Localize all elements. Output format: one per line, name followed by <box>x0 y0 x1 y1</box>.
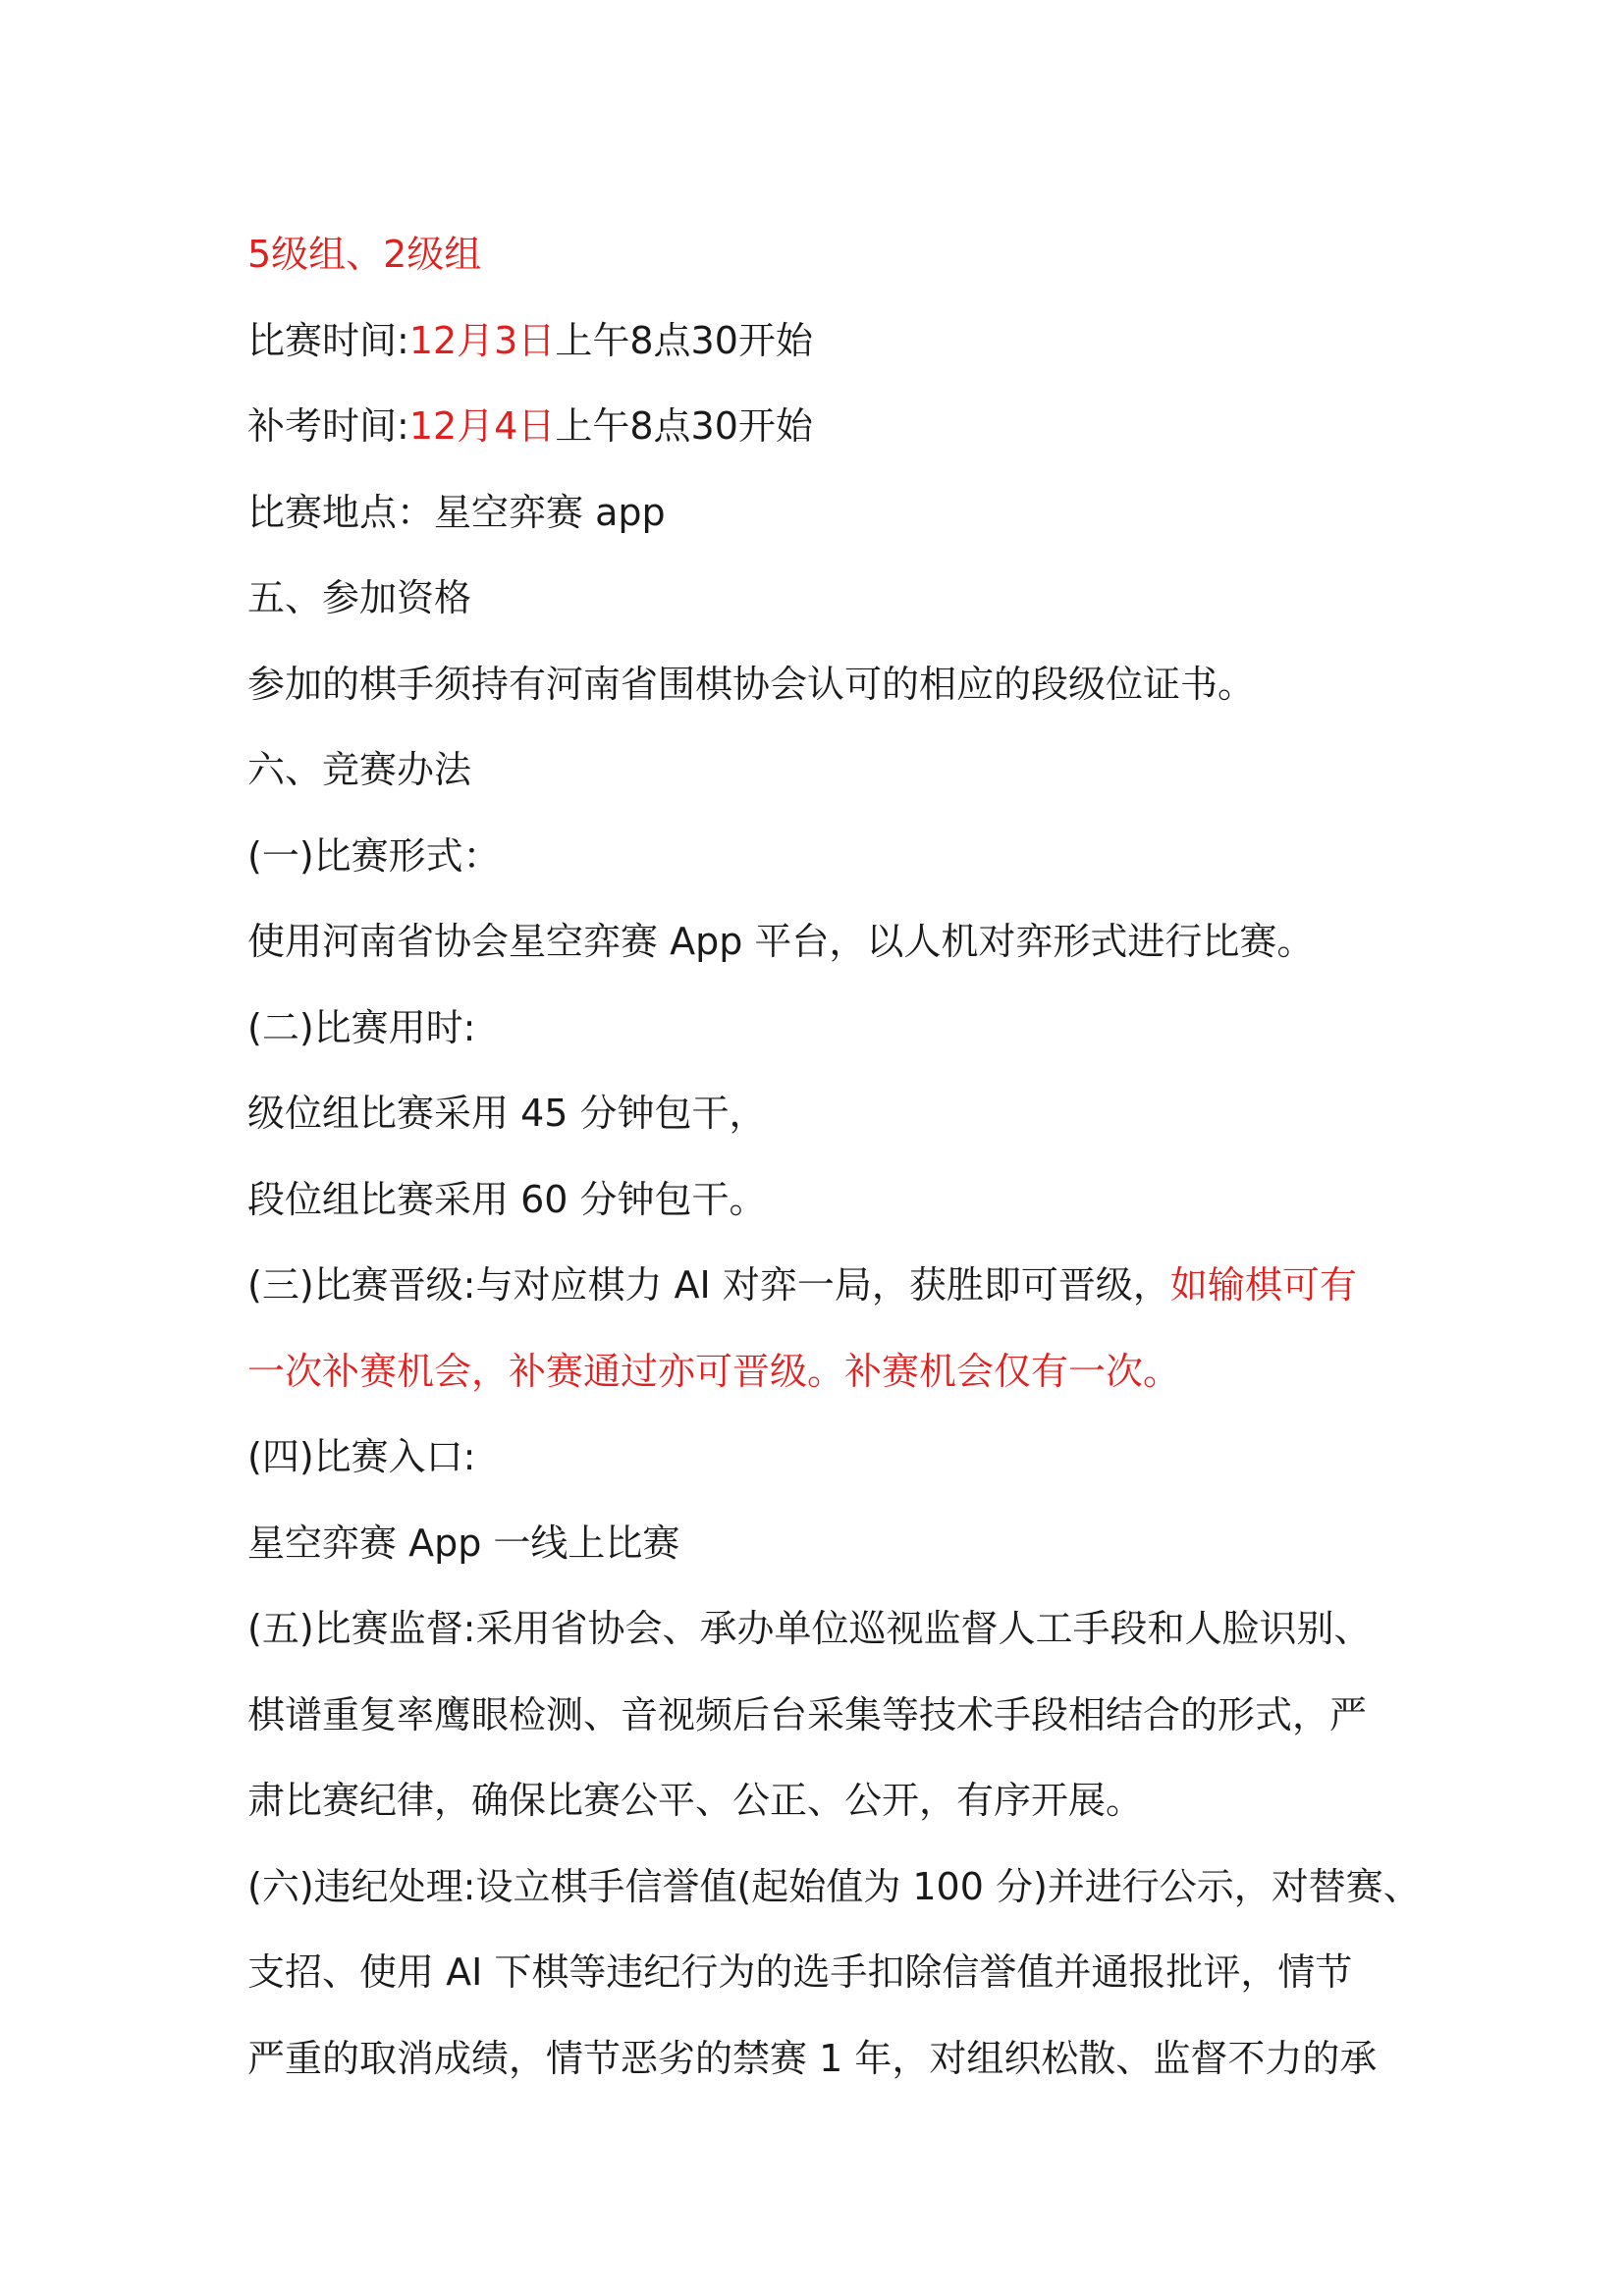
text-line <box>247 986 1396 1072</box>
body-text: 比赛时间: <box>247 318 409 362</box>
text-line <box>247 642 1396 728</box>
body-text: 棋谱重复率鹰眼检测、音视频后台采集等技术手段相结合的形式，严 <box>247 1692 1368 1736</box>
document-page <box>247 212 1421 2102</box>
body-text: (三)比赛晋级:与对应棋力 AI 对弈一局，获胜即可晋级， <box>247 1263 1170 1307</box>
body-text: 五、参加资格 <box>247 576 472 619</box>
text-line <box>247 1415 1396 1501</box>
body-text: 肃比赛纪律，确保比赛公平、公正、公开，有序开展。 <box>247 1779 1144 1822</box>
text-line <box>247 298 1396 385</box>
body-text: 使用河南省协会星空弈赛 App 平台，以人机对弈形式进行比赛。 <box>247 920 1315 963</box>
body-text: 六、竞赛办法 <box>247 748 472 791</box>
body-text: (四)比赛入口: <box>247 1435 476 1478</box>
body-text: 比赛地点：星空弈赛 app <box>247 490 666 534</box>
highlighted-text: 一次补赛机会，补赛通过亦可晋级。补赛机会仅有一次。 <box>247 1349 1181 1393</box>
text-line <box>247 814 1396 900</box>
text-line <box>247 556 1396 642</box>
text-line <box>247 1930 1396 2016</box>
text-line <box>247 899 1396 986</box>
highlighted-text: 12月3日 <box>408 318 556 362</box>
text-line <box>247 212 1396 298</box>
body-text: 严重的取消成绩，情节恶劣的禁赛 1 年，对组织松散、监督不力的承 <box>247 2036 1378 2080</box>
text-line <box>247 470 1396 557</box>
text-line <box>247 1329 1396 1415</box>
text-line <box>247 2016 1396 2103</box>
text-line <box>247 384 1396 470</box>
body-text: (二)比赛用时: <box>247 1005 476 1049</box>
text-line <box>247 1157 1396 1244</box>
text-line <box>247 727 1396 814</box>
text-line <box>247 1243 1396 1329</box>
body-text: (六)违纪处理:设立棋手信誉值(起始值为 100 分)并进行公示，对替赛、 <box>247 1864 1421 1908</box>
highlighted-text: 5级组、2级组 <box>247 233 482 276</box>
text-line <box>247 1071 1396 1157</box>
body-text: 上午8点30开始 <box>555 318 813 362</box>
body-text: (一)比赛形式： <box>247 833 501 878</box>
text-line <box>247 1844 1421 1931</box>
text-line <box>247 1586 1396 1673</box>
highlighted-text: 如输棋可有 <box>1169 1263 1357 1307</box>
text-line <box>247 1758 1396 1844</box>
body-text: 参加的棋手须持有河南省围棋协会认可的相应的段级位证书。 <box>247 662 1256 706</box>
body-text: 级位组比赛采用 45 分钟包干， <box>247 1092 767 1135</box>
body-text: 段位组比赛采用 60 分钟包干。 <box>247 1177 767 1221</box>
highlighted-text: 12月4日 <box>408 404 556 448</box>
text-line <box>247 1501 1396 1587</box>
body-text: 补考时间: <box>247 404 409 448</box>
body-text: 上午8点30开始 <box>555 404 813 448</box>
body-text: (五)比赛监督:采用省协会、承办单位巡视监督人工手段和人脸识别、 <box>247 1607 1372 1650</box>
body-text: 支招、使用 AI 下棋等违纪行为的选手扣除信誉值并通报批评，情节 <box>247 1950 1353 1994</box>
body-text: 星空弈赛 App 一线上比赛 <box>247 1521 680 1565</box>
text-line <box>247 1673 1396 1759</box>
